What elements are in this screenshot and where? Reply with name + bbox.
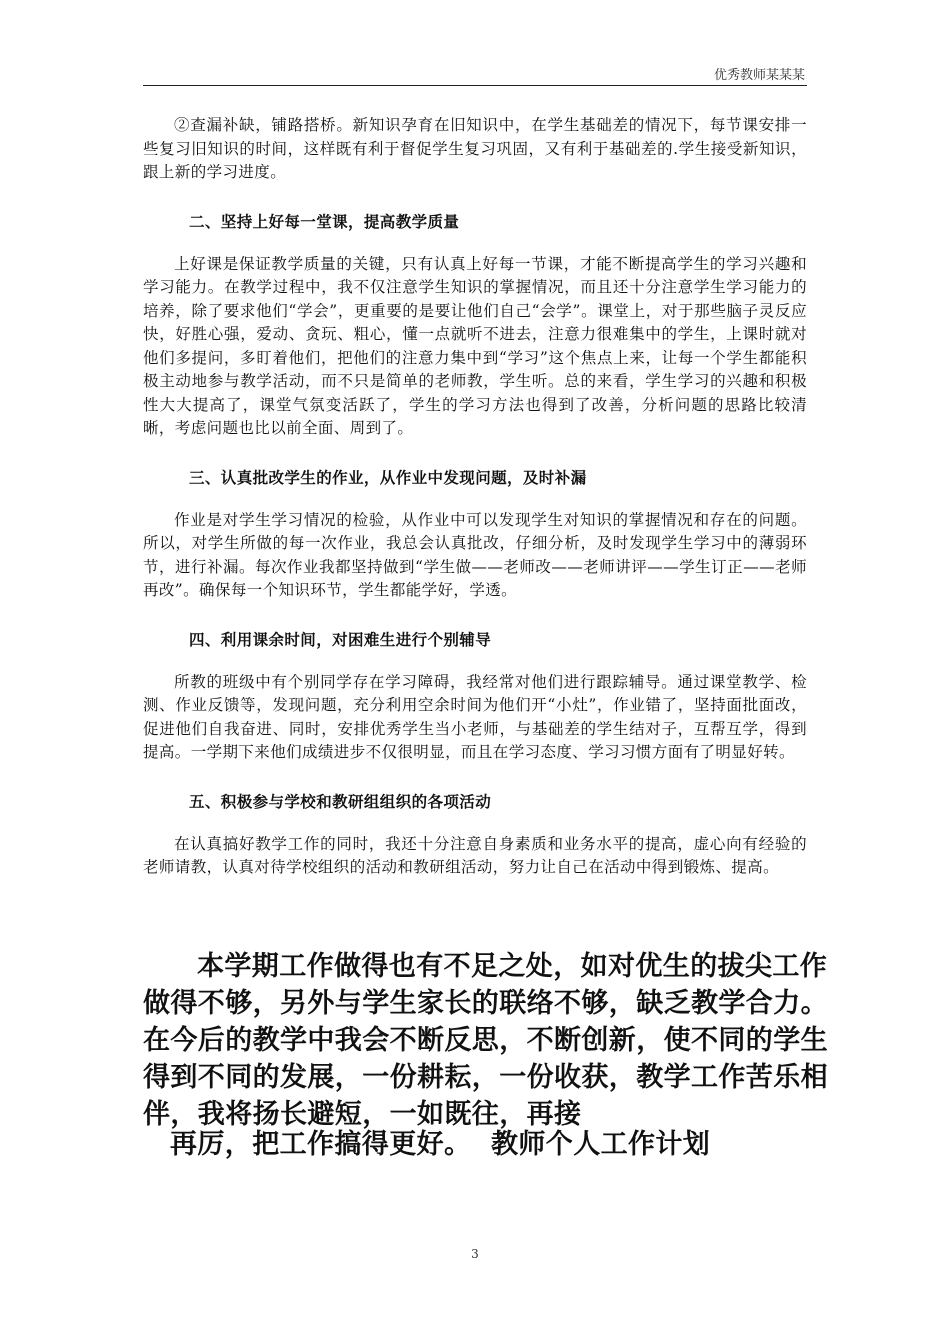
section-heading-5: 五、积极参与学校和教研组组织的各项活动 bbox=[189, 791, 492, 811]
paragraph-review: ②查漏补缺，铺路搭桥。新知识孕育在旧知识中，在学生基础差的情况下，每节课安排一些复习旧知识的时间，这样既有利于督促学生复习巩固，又有利于基础差的.学生接受新知识，跟上新的学习进度。 bbox=[143, 116, 807, 181]
summary-closing-line: 再厉，把工作搞得更好。 教师个人工作计划 bbox=[170, 1129, 711, 1160]
document-body bbox=[143, 114, 807, 880]
paragraph-homework: 作业是对学生学习情况的检验，从作业中可以发现学生对知识的掌握情况和存在的问题。所以，对学生所做的每一次作业，我总会认真批改，仔细分析，及时发现学生学习中的薄弱环节，进行补漏。每次作业我都坚持做到“学生做——老师改——老师讲评——学生订正——老师再改”。确保每一个知识环节，学生都能学好，学透。 bbox=[143, 510, 807, 599]
header-divider bbox=[143, 85, 807, 86]
section-heading-2: 二、坚持上好每一堂课，提高教学质量 bbox=[189, 211, 460, 231]
page-header-title: 优秀教师某某某 bbox=[713, 68, 805, 83]
section-heading-3: 三、认真批改学生的作业，从作业中发现问题，及时补漏 bbox=[189, 467, 587, 487]
page-number: 3 bbox=[471, 1247, 479, 1261]
paragraph-tutoring: 所教的班级中有个别同学存在学习障碍，我经常对他们进行跟踪辅导。通过课堂教学、检测、作业反馈等，发现问题，充分利用空余时间为他们开“小灶”，作业错了，坚持面批面改，促进他们自我奋进、同时，安排优秀学生当小老师，与基础差的学生结对子，互帮互学，得到提高。一学期下来他们成绩进步不仅很明显，而且在学习态度、学习习惯方面有了明显好转。 bbox=[143, 672, 807, 761]
summary-paragraph: 本学期工作做得也有不足之处，如对优生的拔尖工作做得不够，另外与学生家长的联络不够，缺乏教学合力。在今后的教学中我会不断反思，不断创新，使不同的学生得到不同的发展，一份耕耘，一份收获，教学工作苦乐相伴，我将扬长避短，一如既往，再接 bbox=[143, 951, 828, 1130]
section-heading-4: 四、利用课余时间，对困难生进行个别辅导 bbox=[189, 629, 492, 649]
paragraph-activities: 在认真搞好教学工作的同时，我还十分注意自身素质和业务水平的提高，虚心向有经验的老师请教，认真对待学校组织的活动和教研组活动，努力让自己在活动中得到锻炼、提高。 bbox=[143, 834, 807, 876]
paragraph-lessons: 上好课是保证教学质量的关键，只有认真上好每一节课，才能不断提高学生的学习兴趣和学习能力。在教学过程中，我不仅注意学生知识的掌握情况，而且还十分注意学生学习能力的培养，除了要求他们“学会”，更重要的是要让他们自己“会学”。课堂上，对于那些脑子灵反应快，好胜心强，爱动、贪玩、粗心，懂一点就听不进去，注意力很难集中的学生，上课时就对他们多提问，多盯着他们，把他们的注意力集中到“学习”这个焦点上来，让每一个学生都能积极主动地参与教学活动，而不只是简单的老师教，学生听。总的来看，学生学习的兴趣和积极性大大提高了，课堂气氛变活跃了，学生的学习方法也得到了改善，分析问题的思路比较清晰，考虑问题也比以前全面、周到了。 bbox=[143, 254, 807, 437]
